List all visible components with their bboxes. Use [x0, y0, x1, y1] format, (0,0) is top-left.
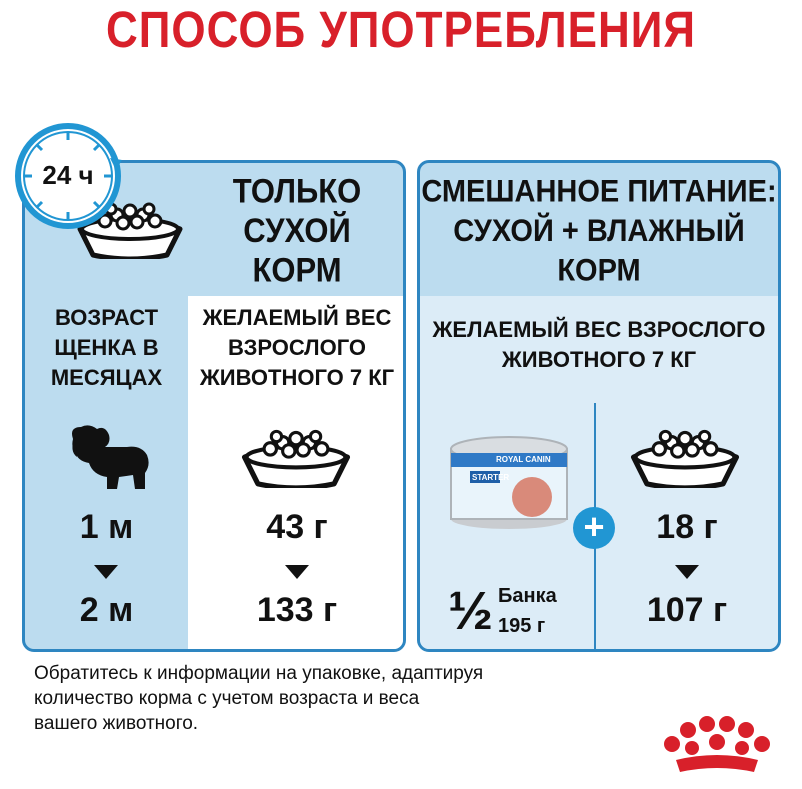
mixed-food-panel [417, 160, 781, 652]
mixed-dry-from: 18 г [656, 508, 718, 546]
arrow-down-icon [675, 565, 699, 579]
can-fraction: ½ [448, 581, 494, 641]
dry-bowl-icon [237, 418, 355, 488]
mixed-dry-to: 107 г [646, 591, 728, 629]
age-to: 2 м [79, 591, 134, 629]
page-title: СПОСОБ УПОТРЕБЛЕНИЯ [106, 2, 696, 59]
crown-logo-icon [662, 716, 772, 778]
clock-label: 24 ч [42, 160, 94, 190]
weight-label: ЖЕЛАЕМЫЙ ВЕС ВЗРОСЛОГО ЖИВОТНОГО 7 КГ [432, 317, 766, 372]
dry-amount-from: 43 г [266, 508, 328, 546]
puppy-icon [67, 421, 153, 493]
arrow-down-icon [94, 565, 118, 579]
plus-icon: + [573, 507, 615, 549]
can-weight: 195 г [498, 615, 546, 637]
age-label: ВОЗРАСТ ЩЕНКА В МЕСЯЦАХ [50, 305, 163, 390]
age-from: 1 м [79, 508, 134, 546]
mixed-food-header: СМЕШАННОЕ ПИТАНИЕ: СУХОЙ + ВЛАЖНЫЙ КОРМ [421, 173, 777, 289]
can-label: STARTER [472, 473, 510, 482]
can-unit: Банка [498, 585, 557, 607]
dry-amount-to: 133 г [256, 591, 338, 629]
weight-label: ЖЕЛАЕМЫЙ ВЕС ВЗРОСЛОГО ЖИВОТНОГО 7 КГ [199, 305, 395, 390]
dry-food-header: ТОЛЬКО СУХОЙ КОРМ [232, 171, 362, 290]
dry-bowl-icon [626, 418, 744, 488]
arrow-down-icon [285, 565, 309, 579]
can-brand: ROYAL CANIN [496, 455, 551, 464]
footer-note: Обратитесь к информации на упаковке, адаптируя количество корма с учетом возраста и веса вашего животного. [34, 663, 484, 734]
